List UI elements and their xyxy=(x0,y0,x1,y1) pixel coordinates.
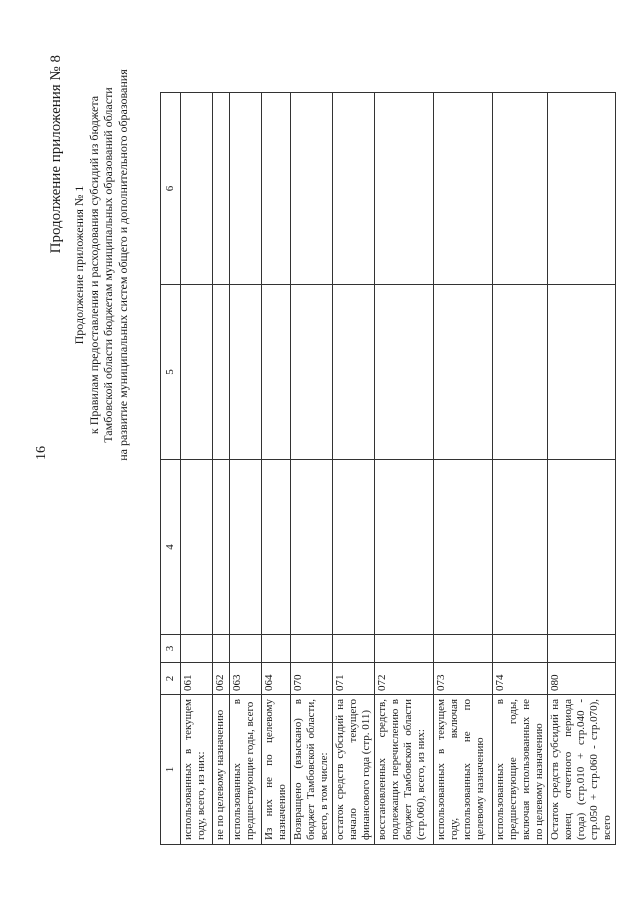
table-cell xyxy=(493,635,548,663)
table-cell xyxy=(375,93,434,285)
rules-line: к Правилам предоставления и расходования субсидий из бюджета xyxy=(86,95,101,435)
row-code: 074 xyxy=(493,663,548,695)
row-code: 070 xyxy=(291,663,333,695)
table-cell xyxy=(230,460,262,635)
row-code: 063 xyxy=(230,663,262,695)
row-label: использованных в текущем году, включая использованных не по целевому назначению xyxy=(434,695,493,845)
table-row xyxy=(230,93,262,845)
row-code: 064 xyxy=(262,663,291,695)
table-row xyxy=(213,93,230,845)
table-cell xyxy=(213,93,230,285)
row-label: использованных в предшествующие годы, всего xyxy=(230,695,262,845)
rules-line: на развитие муниципальных систем общего и дополнительного образования xyxy=(115,69,130,461)
table-cell xyxy=(291,635,333,663)
table-cell xyxy=(230,93,262,285)
row-code: 072 xyxy=(375,663,434,695)
row-label: Остаток средств субсидий на конец отчетного периода (года) (стр.010 + стр.040 - стр.050 + стр.060 - стр.070), всего xyxy=(548,695,616,845)
row-label: использованных в предшествующие годы, включая использованных не по целевому назначению xyxy=(493,695,548,845)
table-cell xyxy=(333,635,375,663)
table-cell xyxy=(333,460,375,635)
table-cell xyxy=(291,285,333,460)
table-cell xyxy=(493,93,548,285)
table-cell xyxy=(181,460,213,635)
column-header: 5 xyxy=(161,285,181,460)
row-code: 071 xyxy=(333,663,375,695)
column-header: 4 xyxy=(161,460,181,635)
table-cell xyxy=(181,285,213,460)
row-label: Возвращено (взыскано) в бюджет Тамбовской области, всего, в том числе: xyxy=(291,695,333,845)
rules-line: Тамбовской области бюджетам муниципальных образований области xyxy=(101,87,115,443)
column-header: 1 xyxy=(161,695,181,845)
table-cell xyxy=(375,635,434,663)
table-row xyxy=(262,93,291,845)
table-cell xyxy=(434,285,493,460)
table-cell xyxy=(333,285,375,460)
table-row xyxy=(434,93,493,845)
table-cell xyxy=(181,635,213,663)
table-cell xyxy=(230,635,262,663)
table-row xyxy=(375,93,434,845)
table-cell xyxy=(213,460,230,635)
table-cell xyxy=(493,285,548,460)
table-cell xyxy=(375,285,434,460)
row-label: не по целевому назначению xyxy=(213,695,230,845)
table-cell xyxy=(548,460,616,635)
table-cell xyxy=(262,635,291,663)
table-row xyxy=(333,93,375,845)
table-cell xyxy=(230,285,262,460)
table-cell xyxy=(291,460,333,635)
rules-line: Продолжение приложения № 1 xyxy=(72,185,86,345)
table-cell xyxy=(333,93,375,285)
table-cell xyxy=(181,93,213,285)
column-header: 6 xyxy=(161,93,181,285)
table-cell xyxy=(548,285,616,460)
table-cell xyxy=(291,93,333,285)
column-header: 2 xyxy=(161,663,181,695)
row-label: использованных в текущем году, всего, из них: xyxy=(181,695,213,845)
table-cell xyxy=(548,635,616,663)
appendix-title: Продолжение приложения № 8 xyxy=(48,55,64,254)
page-number: 16 xyxy=(34,446,49,460)
row-label: остаток средств субсидий на начало текущего финансового года (стр. 011) xyxy=(333,695,375,845)
table-cell xyxy=(434,93,493,285)
table-row xyxy=(493,93,548,845)
table-row xyxy=(291,93,333,845)
row-code: 062 xyxy=(213,663,230,695)
row-label: восстановленных средств, подлежащих перечислению в бюджет Тамбовской области (стр.060), всего, из них: xyxy=(375,695,434,845)
table-header-row xyxy=(161,93,181,845)
table-cell xyxy=(262,93,291,285)
table-cell xyxy=(548,93,616,285)
table-cell xyxy=(262,460,291,635)
table-cell xyxy=(262,285,291,460)
table-cell xyxy=(434,460,493,635)
table-cell xyxy=(213,635,230,663)
column-header: 3 xyxy=(161,635,181,663)
table-cell xyxy=(493,460,548,635)
table-row xyxy=(181,93,213,845)
row-code: 080 xyxy=(548,663,616,695)
row-label: Из них не по целевому назначению xyxy=(262,695,291,845)
rules-caption xyxy=(72,55,130,475)
row-code: 061 xyxy=(181,663,213,695)
row-code: 073 xyxy=(434,663,493,695)
table-row xyxy=(548,93,616,845)
subsidy-table xyxy=(160,92,616,845)
table-cell xyxy=(213,285,230,460)
table-cell xyxy=(434,635,493,663)
table-cell xyxy=(375,460,434,635)
